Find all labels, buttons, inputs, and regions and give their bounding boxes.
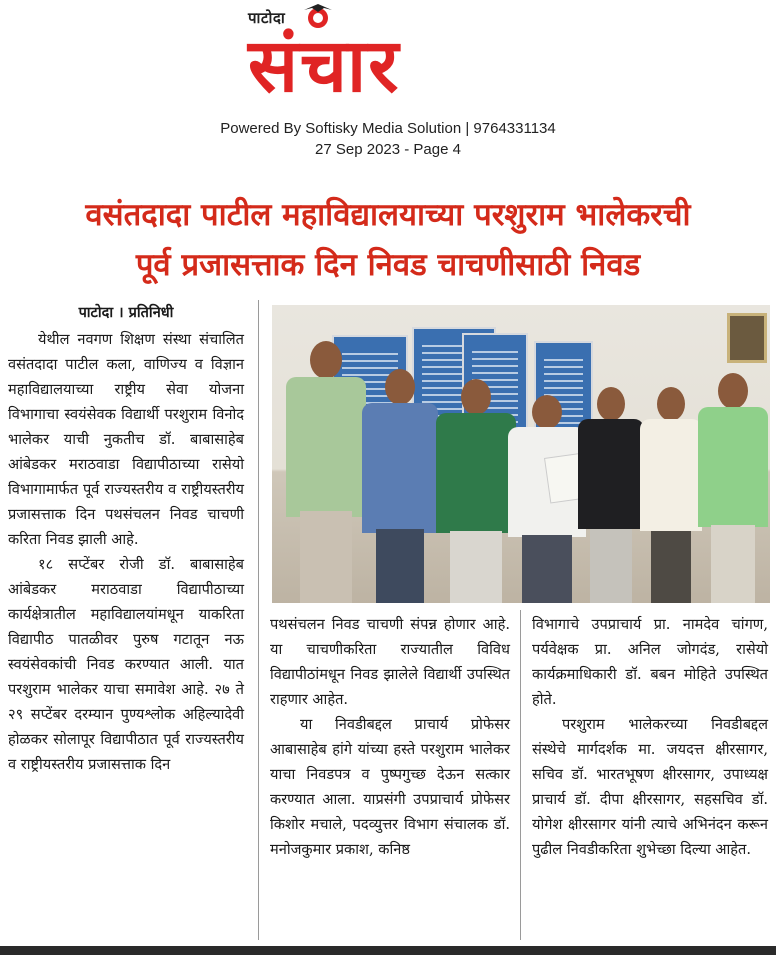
column-divider (520, 610, 521, 940)
paragraph: १८ सप्टेंबर रोजी डॉ. बाबासाहेब आंबेडकर मराठवाडा विद्यापीठाच्या कार्यक्षेत्रातील महाविद्यालयांमधून याकरिता विद्यापीठ पातळीवर पुरुष गटातून नऊ स्वयंसेवकांची निवड करण्यात आली. यात परशुराम भालेकर याचा समावेश आहे. २७ ते २९ सप्टेंबर दरम्यान पुण्यश्लोक अहिल्यादेवी होळकर सोलापूर विद्यापीठात पूर्व राज्यस्तरीय व राष्ट्रीयस्तरीय प्रजासत्ताक दिन (8, 556, 244, 773)
paragraph: या निवडीबद्दल प्राचार्य प्रोफेसर आबासाहेब हांगे यांच्या हस्ते परशुराम भालेकर याचा निवडपत्र व पुष्पगुच्छ देऊन सत्कार करण्यात आला. याप्रसंगी उपप्राचार्य प्रोफेसर किशोर मचाले, पदव्युत्तर विभाग संचालक डॉ. मनोजकुमार प्रकाश, कनिष्ठ (270, 716, 510, 858)
dateline: पाटोदा । प्रतिनिधी (78, 305, 174, 321)
person (436, 363, 516, 603)
person (578, 371, 644, 603)
bottom-border (0, 946, 776, 955)
article-column-2 (270, 612, 510, 862)
paragraph: परशुराम भालेकरच्या निवडीबद्दल संस्थेचे मार्गदर्शक मा. जयदत्त क्षीरसागर, सचिव डॉ. भारतभूषण क्षीरसागर, उपाध्यक्ष प्राचार्य डॉ. दीपा क्षीरसागर, सहसचिव डॉ. योगेश क्षीरसागर यांनी त्याचे अभिनंदन करून पुढील निवडीकरिता शुभेच्छा दिल्या आहेत. (532, 716, 768, 858)
masthead-place: पाटोदा (248, 9, 286, 27)
article-photo (272, 305, 770, 603)
paragraph: येथील नवगण शिक्षण संस्था संचालित वसंतदादा पाटील कला, वाणिज्य व विज्ञान महाविद्यालयाच्या राष्ट्रीय सेवा योजना विभागाचा स्वयंसेवक विद्यार्थी परशुराम विनोद भालेकर याची नुकतीच डॉ. बाबासाहेब आंबेडकर मराठवाडा विद्यापीठाच्या रासेयो विभागामार्फत पूर्व राज्यस्तरीय व राष्ट्रीयस्तरीय प्रजासत्ताक दिन पथसंचलन निवड चाचणी करिता निवड झाली आहे. (8, 331, 244, 548)
headline-line-1: वसंतदादा पाटील महाविद्यालयाच्या परशुराम भालेकरची (85, 197, 691, 233)
person (640, 371, 702, 603)
article-column-1 (8, 301, 244, 777)
column-divider (258, 300, 259, 940)
person (362, 351, 438, 603)
article-headline (0, 190, 776, 290)
paragraph: विभागाचे उपप्राचार्य प्रा. नामदेव चांगण, पर्यवेक्षक प्रा. अनिल जोगदंड, रासेयो कार्यक्रमाधिकारी डॉ. बबन मोहिते उपस्थित होते. (532, 616, 768, 708)
masthead (0, 0, 776, 168)
masthead-title: संचार (248, 23, 401, 109)
article-column-3 (532, 612, 768, 862)
edition-date: 27 Sep 2023 - Page 4 (315, 141, 461, 158)
person (698, 357, 768, 603)
wall-portrait (727, 313, 767, 363)
paragraph: पथसंचलन निवड चाचणी संपन्न होणार आहे. या चाचणीकरिता राज्यातील विविध विद्यापीठांमधून निवड झालेले विद्यार्थी उपस्थित राहणार आहेत. (270, 616, 510, 708)
headline-line-2: पूर्व प्रजासत्ताक दिन निवड चाचणीसाठी निवड (135, 247, 641, 283)
person (286, 323, 366, 603)
powered-by-line: Powered By Softisky Media Solution | 9764331134 (220, 120, 556, 137)
